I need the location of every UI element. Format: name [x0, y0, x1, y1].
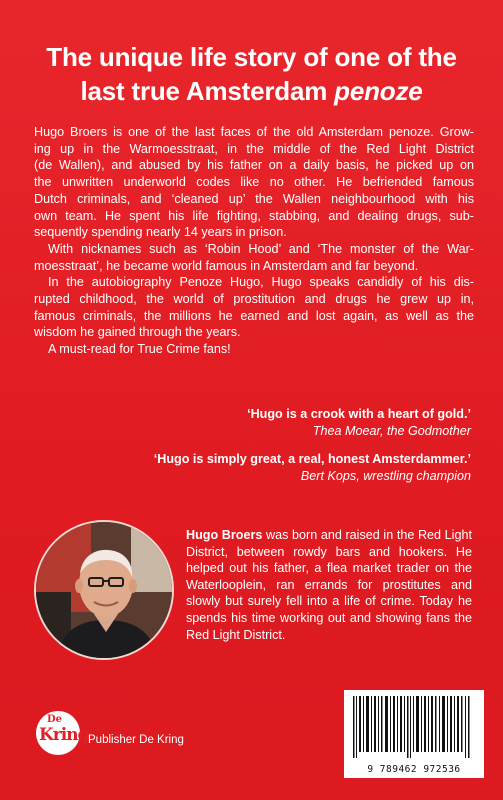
endorsement-quotes — [111, 406, 471, 496]
blurb-line: ing up in the Warmoesstraat, in the middle of the Red Light District — [34, 141, 474, 156]
blurb-line: (de Wallen), and abused by his father on a daily basis, he picked up on — [34, 158, 474, 173]
headline — [20, 40, 483, 108]
quote-text: ‘Hugo is a crook with a heart of gold.’ — [247, 407, 471, 421]
blurb-line: With nicknames such as ‘Robin Hood’ and ‘The monster of the War- — [48, 241, 474, 256]
blurb-line: Hugo Broers is one of the last faces of the old Amsterdam penoze. Grow- — [34, 125, 474, 139]
blurb-paragraph-3 — [34, 274, 474, 341]
blurb-line: famous criminals, the millions he earned and lost again, as well as the — [34, 308, 474, 323]
quote-author: Bert Kops, wrestling champion — [300, 469, 471, 483]
isbn-barcode — [344, 690, 484, 778]
author-bio-text: was born and raised in the Red Light District, between rowdy bars and hookers. He helped out his father, a flea market trader on the Waterlooplein, ran errands for prostitutes and slowly but surely fell into a life of crime. Today he spends his time working out and showing fans the Red Light District. — [186, 528, 472, 642]
author-bio — [186, 527, 472, 643]
blurb-line: sequently spending nearly 14 years in prison. — [34, 225, 287, 240]
endorsement-quote — [111, 406, 471, 440]
headline-line-1: The unique life story of one of the — [46, 42, 457, 72]
isbn-number: 9 789462 972536 — [367, 764, 461, 775]
headline-line-2-plain: last true Amsterdam — [80, 76, 335, 106]
author-name: Hugo Broers — [186, 528, 263, 542]
quote-author: Thea Moear, the Godmother — [312, 424, 471, 438]
blurb-line: wisdom he gained through the years. — [34, 325, 241, 340]
blurb-line: In the autobiography Penoze Hugo, Hugo speaks candidly of his dis- — [48, 275, 474, 290]
publisher-logo-main: Kring — [39, 725, 89, 745]
barcode-icon — [344, 690, 484, 762]
blurb — [34, 124, 474, 358]
blurb-line: own team. He spent his life fighting, stabbing, and dealing drugs, sub- — [34, 208, 474, 223]
blurb-line: A must-read for True Crime fans! — [48, 342, 231, 357]
publisher-logo — [36, 711, 89, 755]
blurb-line: moesstraat’, he became world famous in Amsterdam and far beyond. — [34, 258, 419, 273]
blurb-paragraph-1 — [34, 124, 474, 241]
headline-italic-word: penoze — [334, 76, 423, 106]
blurb-line: Dutch criminals, and ‘cleaned up’ the Wallen neighbourhood with his — [34, 191, 474, 206]
author-photo — [34, 520, 174, 660]
blurb-line: the unwritten underworld codes like no other. He befriended famous — [34, 175, 474, 190]
blurb-paragraph-2 — [34, 241, 474, 274]
author-portrait-icon — [36, 522, 174, 660]
blurb-paragraph-4 — [34, 341, 474, 358]
publisher-logo-top: De — [47, 714, 63, 725]
quote-text: ‘Hugo is simply great, a real, honest Amsterdammer.’ — [153, 452, 471, 466]
endorsement-quote — [111, 451, 471, 485]
blurb-line: rupted childhood, the world of prostitution and drugs he grew up in, — [34, 292, 474, 307]
publisher-name: Publisher De Kring — [88, 734, 184, 746]
headline-line-2 — [20, 74, 483, 108]
